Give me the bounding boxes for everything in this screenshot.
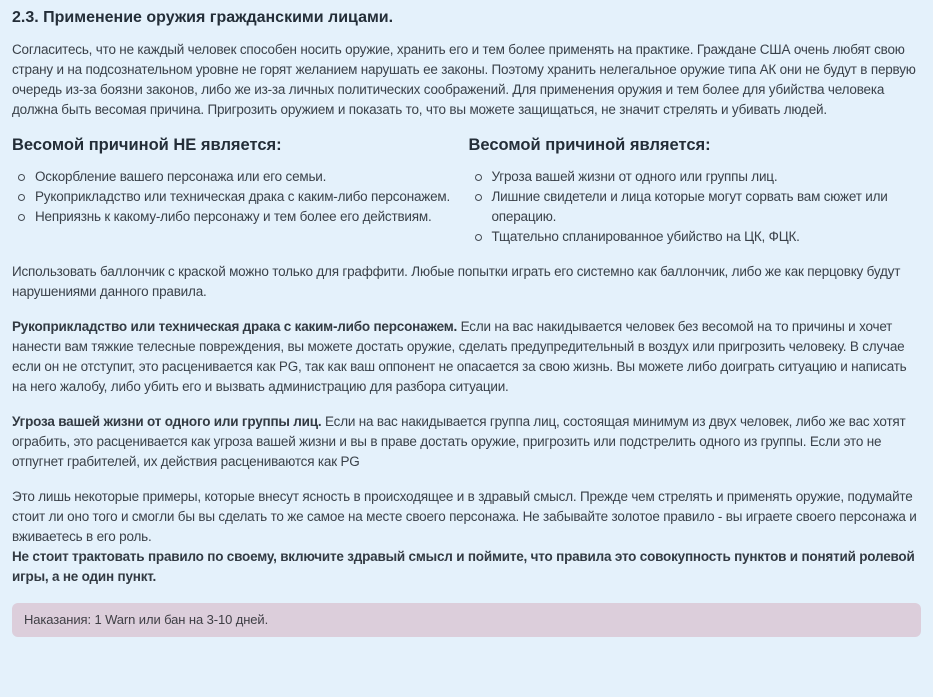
list-item [473,227,908,247]
reasons-not-valid-column [12,135,467,247]
list-item [16,187,453,207]
list-item-text: Рукоприкладство или техническая драка с каким-либо персонажем. [35,189,451,204]
reasons-valid-heading: Весомой причиной является: [468,136,711,154]
life-threat-paragraph [12,412,921,472]
list-item-text: Лишние свидетели и лица которые могут сорвать вам сюжет или операцию. [491,189,888,224]
reasons-valid-list [469,167,922,247]
fists-rule-body: Если на вас накидывается человек без весомой на то причины и хочет нанести вам тяжкие телесные повреждения, вы можете достать оружие, сделать предупредительный в воздух или пригрозить человеку. В случае если он не отступит, это расценивается как PG, так как ваш оппонент не опасается за свою жизнь. Вы можете либо доиграть ситуацию и написать на него жалобу, либо убить его и вызвать администрацию для разбора ситуации. [12,319,907,394]
list-item-text: Неприязнь к какому-либо персонажу и тем более его действиям. [35,209,432,224]
reasons-valid-column [467,135,922,247]
circle-bullet-icon [475,174,482,181]
list-item [473,187,908,227]
list-item [16,207,453,227]
intro-paragraph: Согласитесь, что не каждый человек способен носить оружие, хранить его и тем более применять на практике. Граждане США очень любят свою страну и на подсознательном уровне не горят желанием нарушать ее законы. Поэтому хранить нелегальное оружие типа АК они не будут в первую очередь из-за боязни законов, либо же из-за личных политических соображений. Для применения оружия и тем более для убийства человека должна быть весомая причина. Пригрозить оружием и показать то, что вы можете защищаться, не значит стрелять и убивать людей. [12,42,916,117]
examples-text: Это лишь некоторые примеры, которые внесут ясность в происходящее и в здравый смысл. Прежде чем стрелять и применять оружие, подумайте стоит ли оно того и смогли бы вы сделать то же самое на месте своего персонажа. Не забывайте золотое правило - вы играете своего персонажа и вживаетесь в его роль. [12,489,917,544]
circle-bullet-icon [475,234,482,241]
punishment-banner [12,603,921,637]
reasons-columns [12,135,921,247]
list-item [16,167,453,187]
list-item-text: Угроза вашей жизни от одного или группы лиц. [491,169,778,184]
fists-rule-lead: Рукоприкладство или техническая драка с каким-либо персонажем. [12,319,458,334]
reasons-not-valid-list [12,167,467,227]
list-item-text: Тщательно спланированное убийство на ЦК, ФЦК. [491,229,800,244]
circle-bullet-icon [18,214,25,221]
fists-rule-paragraph [12,317,921,397]
page-title: 2.3. Применение оружия гражданскими лицами. [12,9,394,26]
punishment-text: Наказания: 1 Warn или бан на 3-10 дней. [24,612,269,627]
examples-paragraph [12,487,921,587]
reasons-not-valid-heading: Весомой причиной НЕ является: [12,136,282,154]
life-threat-lead: Угроза вашей жизни от одного или группы лиц. [12,414,322,429]
spray-paint-paragraph: Использовать баллончик с краской можно только для граффити. Любые попытки играть его системно как баллончик, либо же как перцовку будут нарушениями данного правила. [12,264,901,299]
circle-bullet-icon [475,194,482,201]
list-item-text: Оскорбление вашего персонажа или его семьи. [35,169,327,184]
circle-bullet-icon [18,174,25,181]
life-threat-body: Если на вас накидывается группа лиц, состоящая минимум из двух человек, либо же вас хотят ограбить, это расценивается как угроза вашей жизни и вы в праве достать оружие, пригрозить или подстрелить одного из группы. Если это не отпугнет грабителей, их действия расцениваются как PG [12,414,906,469]
golden-rule-note: Не стоит трактовать правило по своему, включите здравый смысл и поймите, что правила это совокупность пунктов и понятий ролевой игры, а не один пункт. [12,549,915,584]
circle-bullet-icon [18,194,25,201]
list-item [473,167,908,187]
